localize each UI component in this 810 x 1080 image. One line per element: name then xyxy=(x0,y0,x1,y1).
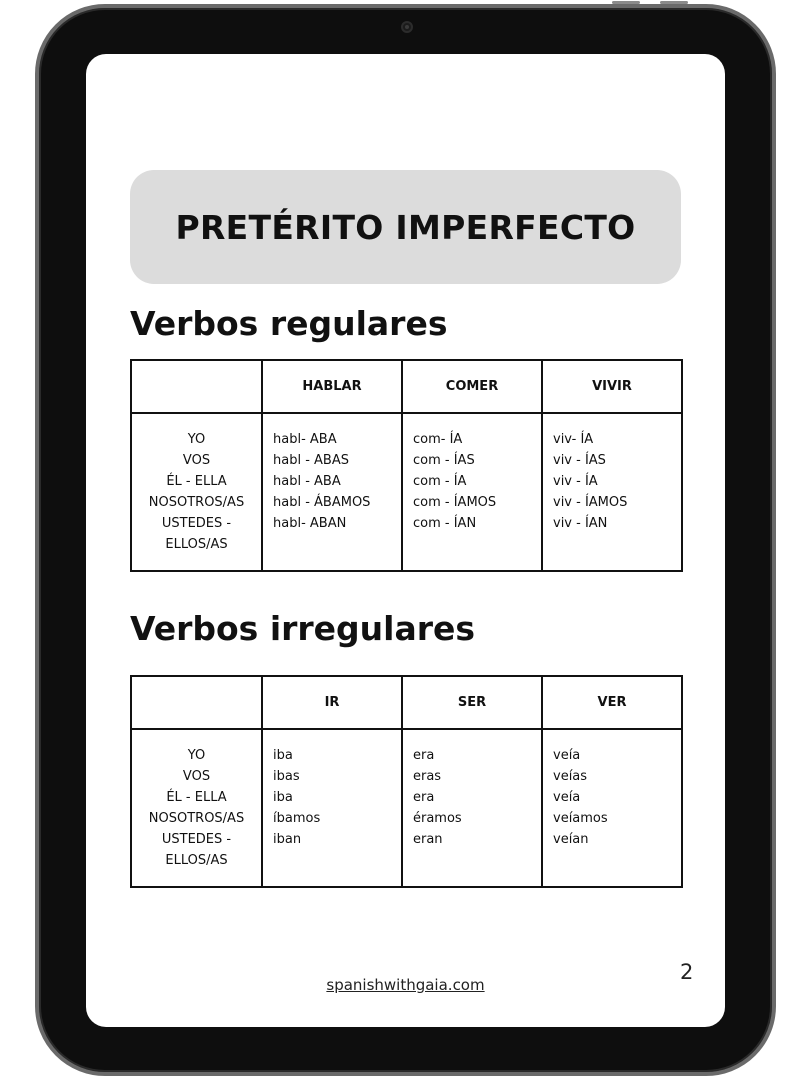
conjugation-cell xyxy=(402,413,542,571)
conjugation: viv- ÍA xyxy=(553,432,594,447)
conjugation: viv - ÍAN xyxy=(553,516,608,531)
conjugation: habl - ÁBAMOS xyxy=(273,495,371,510)
table-header-cell: VER xyxy=(542,676,682,729)
regular-verbs-table xyxy=(130,359,683,572)
conjugation: com - ÍAMOS xyxy=(413,495,497,510)
pronoun: NOSOTROS/AS xyxy=(148,811,245,826)
conjugation: veía xyxy=(553,748,581,763)
conjugation: habl- ABA xyxy=(273,432,337,447)
pronoun: YO xyxy=(187,748,206,763)
conjugation: veía xyxy=(553,790,581,805)
page-number: 2 xyxy=(680,960,694,984)
table-header-row xyxy=(131,676,682,729)
table-header-cell xyxy=(131,360,262,413)
conjugation: ibas xyxy=(273,769,300,784)
conjugation: viv - ÍA xyxy=(553,474,598,489)
pronoun: YO xyxy=(187,432,206,447)
table-header-cell: HABLAR xyxy=(262,360,402,413)
conjugation: eras xyxy=(413,769,442,784)
conjugation: com - ÍA xyxy=(413,474,467,489)
conjugation: veías xyxy=(553,769,588,784)
pronoun: USTEDES - xyxy=(161,832,232,847)
conjugation: habl- ABAN xyxy=(273,516,347,531)
conjugation: com- ÍA xyxy=(413,432,463,447)
irregular-verbs-heading: Verbos irregulares xyxy=(130,609,476,648)
conjugation: era xyxy=(413,748,435,763)
title-banner xyxy=(130,170,681,284)
table-row xyxy=(131,413,682,571)
volume-button xyxy=(612,1,640,4)
conjugation: com - ÍAN xyxy=(413,516,477,531)
conjugation-cell xyxy=(402,729,542,887)
conjugation-cell xyxy=(542,729,682,887)
conjugation: iba xyxy=(273,790,293,805)
conjugation-cell xyxy=(542,413,682,571)
page-title: PRETÉRITO IMPERFECTO xyxy=(175,207,636,247)
pronoun: VOS xyxy=(182,453,211,468)
camera-icon xyxy=(401,21,413,33)
regular-verbs-heading: Verbos regulares xyxy=(130,304,448,343)
conjugation-cell xyxy=(262,729,402,887)
conjugation: era xyxy=(413,790,435,805)
conjugation: veían xyxy=(553,832,589,847)
pronoun-cell xyxy=(131,729,262,887)
pronoun: VOS xyxy=(182,769,211,784)
conjugation: eran xyxy=(413,832,443,847)
table-header-cell xyxy=(131,676,262,729)
conjugation: habl - ABA xyxy=(273,474,341,489)
document-page xyxy=(86,54,725,1027)
table-header-cell: COMER xyxy=(402,360,542,413)
conjugation: iba xyxy=(273,748,293,763)
table-header-cell: VIVIR xyxy=(542,360,682,413)
table-row xyxy=(131,729,682,887)
conjugation: com - ÍAS xyxy=(413,453,475,468)
pronoun-cell xyxy=(131,413,262,571)
power-button xyxy=(660,1,688,4)
pronoun: ELLOS/AS xyxy=(165,853,228,868)
table-header-row xyxy=(131,360,682,413)
irregular-verbs-table xyxy=(130,675,683,888)
pronoun: NOSOTROS/AS xyxy=(148,495,245,510)
table-header-cell: SER xyxy=(402,676,542,729)
conjugation: íbamos xyxy=(273,811,321,826)
conjugation: iban xyxy=(273,832,302,847)
pronoun: USTEDES - xyxy=(161,516,232,531)
conjugation: viv - ÍAMOS xyxy=(553,495,628,510)
conjugation: veíamos xyxy=(553,811,608,826)
website-link[interactable]: spanishwithgaia.com xyxy=(326,976,485,994)
conjugation: habl - ABAS xyxy=(273,453,349,468)
pronoun: ÉL - ELLA xyxy=(166,474,227,489)
conjugation: viv - ÍAS xyxy=(553,453,606,468)
pronoun: ÉL - ELLA xyxy=(166,790,227,805)
table-header-cell: IR xyxy=(262,676,402,729)
pronoun: ELLOS/AS xyxy=(165,537,228,552)
conjugation: éramos xyxy=(413,811,462,826)
conjugation-cell xyxy=(262,413,402,571)
